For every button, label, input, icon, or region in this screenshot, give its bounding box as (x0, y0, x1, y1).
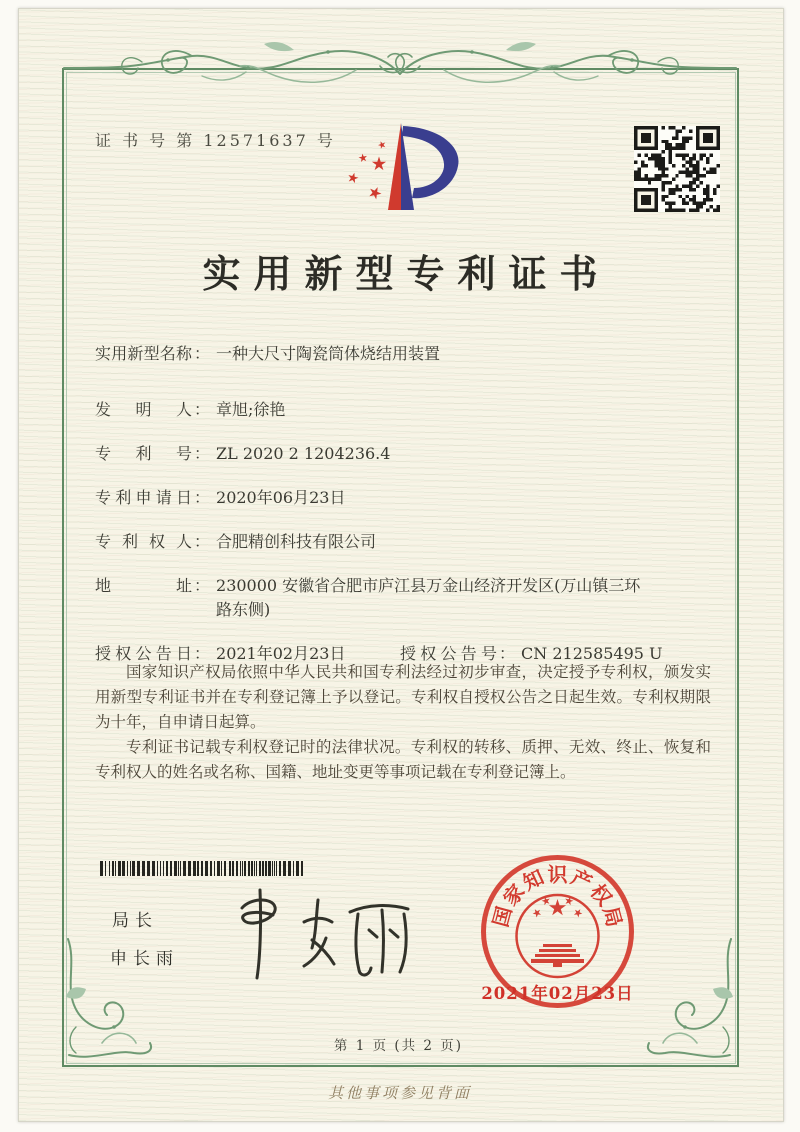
field-value: 2020年06月23日 (216, 488, 346, 507)
legal-paragraphs (95, 660, 711, 785)
field-label: 专利权人 (95, 532, 192, 551)
svg-text:局: 局 (598, 903, 627, 930)
field-colon: ： (194, 576, 211, 595)
seal-date: 2021年02月23日 (481, 984, 634, 1003)
field-label: 发明人 (95, 400, 192, 419)
field-colon: ： (194, 532, 211, 551)
director-title: 局长 (112, 911, 158, 931)
field-row (95, 398, 695, 422)
field-colon: ： (194, 400, 211, 419)
certificate-title: 实用新型专利证书 (202, 251, 611, 296)
grant-date-label: 授权公告日 (95, 644, 192, 663)
field-row (95, 530, 695, 554)
svg-text:产: 产 (567, 864, 596, 895)
director-signature-handwritten-icon (222, 884, 422, 984)
svg-text:识: 识 (547, 862, 568, 887)
field-label: 专利号 (95, 444, 192, 463)
field-row (95, 486, 695, 510)
field-colon: ： (194, 444, 211, 463)
field-row (95, 342, 695, 366)
field-row (95, 574, 695, 622)
svg-text:知: 知 (519, 864, 548, 895)
grant-number-value: CN 212585495 U (521, 644, 663, 663)
field-label: 专利申请日 (95, 488, 192, 507)
svg-text:家: 家 (498, 879, 530, 911)
field-row (95, 442, 695, 466)
director-name: 申长雨 (110, 949, 179, 969)
field-value: 章旭;徐艳 (216, 400, 286, 419)
legal-paragraph: 专利证书记载专利权登记时的法律状况。专利权的转移、质押、无效、终止、恢复和专利权人的姓名或名称、国籍、地址变更等事项记载在专利登记簿上。 (95, 738, 711, 781)
field-label: 实用新型名称 (95, 344, 192, 363)
field-value: 一种大尺寸陶瓷筒体烧结用装置 (216, 344, 441, 363)
qr-code (634, 126, 720, 212)
fields-section (95, 342, 695, 666)
svg-text:国: 国 (488, 903, 517, 930)
svg-text:权: 权 (585, 879, 617, 911)
field-colon: ： (194, 488, 211, 507)
grant-number-label: 授权公告号 (400, 644, 497, 663)
field-value: ZL 2020 2 1204236.4 (216, 444, 391, 463)
cnipa-logo-icon (342, 114, 467, 219)
field-label: 地址 (95, 576, 192, 595)
certificate-number: 证 书 号 第 12571637 号 (95, 131, 336, 150)
back-note: 其他事项参见背面 (327, 1084, 472, 1102)
barcode (100, 860, 305, 877)
grant-date-value: 2021年02月23日 (216, 644, 346, 663)
field-colon: ： (499, 644, 516, 663)
field-colon: ： (194, 644, 211, 663)
field-value: 合肥精创科技有限公司 (216, 532, 377, 551)
national-emblem-icon (517, 895, 599, 977)
field-value: 230000 安徽省合肥市庐江县万金山经济开发区(万山镇三环路东侧) (216, 576, 641, 619)
legal-paragraph: 国家知识产权局依照中华人民共和国专利法经过初步审查，决定授予专利权，颁发实用新型专利证书并在专利登记簿上予以登记。专利权自授权公告之日起生效。专利权期限为十年，自申请日起算。 (95, 663, 711, 731)
page-number: 第 1 页 (共 2 页) (333, 1038, 464, 1054)
field-colon: ： (194, 344, 211, 363)
